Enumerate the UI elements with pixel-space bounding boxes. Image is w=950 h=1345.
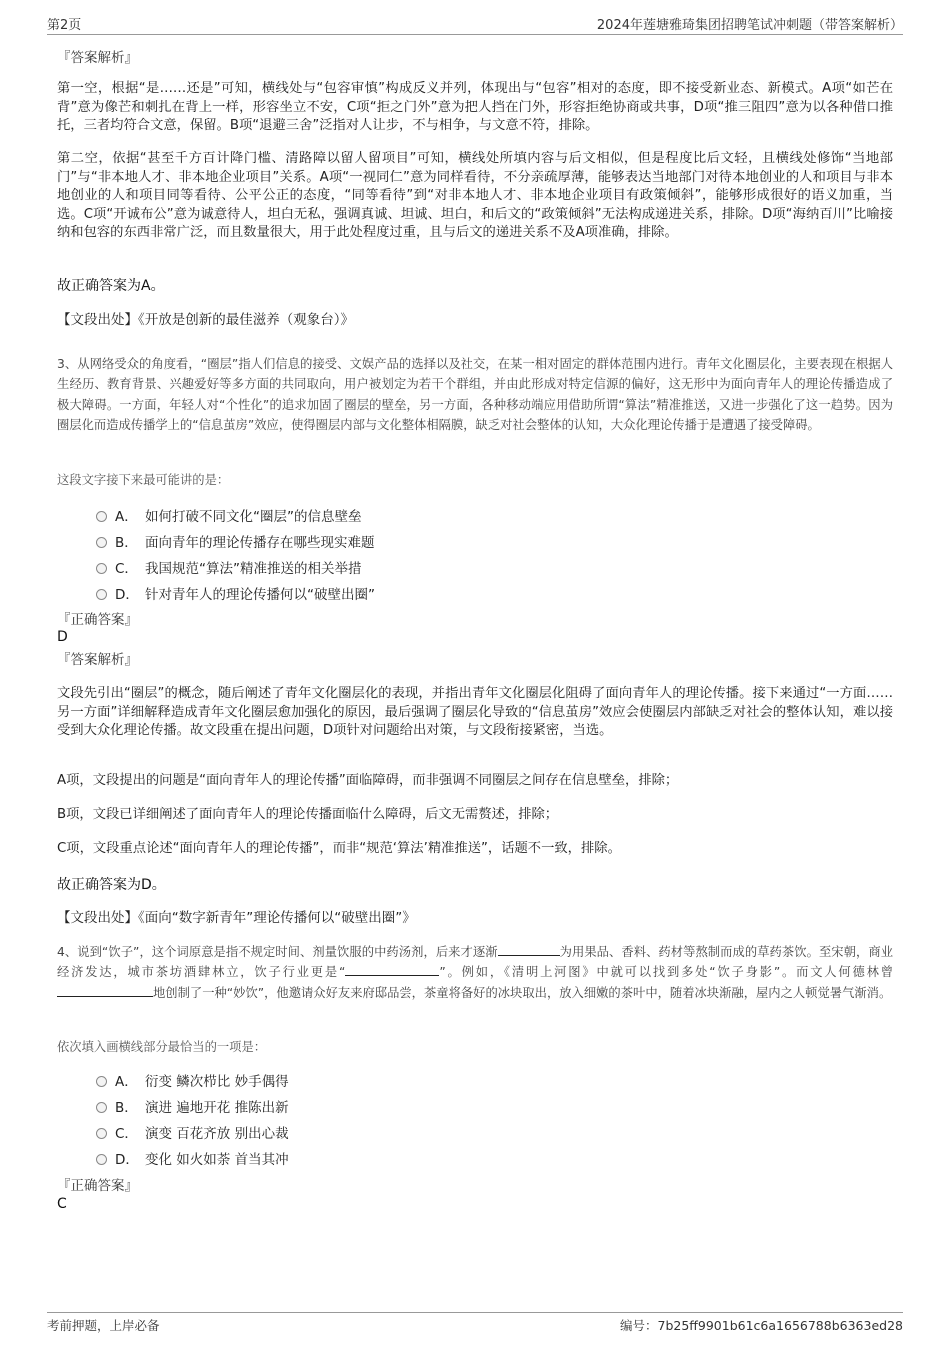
q4-stem-part-3: ”。例如，《清明上河图》中就可以找到多处“饮子身影”。而文人何德林曾 [439,965,893,980]
q3-option-a[interactable] [96,505,362,527]
option-text: 演变 百花齐放 别出心裁 [145,1126,289,1142]
q4-option-b[interactable] [96,1096,289,1118]
option-text: 演进 遍地开花 推陈出新 [145,1100,289,1116]
page-number: 第2页 [47,18,82,33]
option-letter: A． [115,1074,138,1090]
q4-option-a[interactable] [96,1070,289,1092]
q4-correct-label: 『正确答案』 [57,1178,138,1194]
option-text: 我国规范“算法”精准推送的相关举措 [145,561,362,577]
q4-prompt: 依次填入画横线部分最恰当的一项是： [57,1040,267,1054]
q3-note-b: B项，文段已详细阐述了面向青年人的理论传播面临什么障碍，后文无需赘述，排除； [57,807,559,822]
radio-button-icon[interactable] [96,589,107,600]
option-letter: D． [115,587,139,603]
q4-option-d[interactable] [96,1148,289,1170]
footer-slogan: 考前押题，上岸必备 [47,1318,160,1333]
q4-option-c[interactable] [96,1122,289,1144]
option-text: 变化 如火如荼 首当其冲 [145,1152,289,1168]
q4-stem-part-4: 地创制了一种“妙饮”，他邀请众好友来府邸品尝，茶童将备好的冰块取出，放入细嫩的茶叶中，随着冰块渐融，屋内之人顿觉暑气渐消。 [153,985,892,1000]
q3-option-c[interactable] [96,557,362,579]
q2-conclusion: 故正确答案为A。 [57,278,165,294]
page-footer [47,1312,903,1335]
q3-option-d[interactable] [96,583,375,605]
q3-prompt: 这段文字接下来最可能讲的是： [57,473,230,487]
radio-button-icon[interactable] [96,511,107,522]
q3-correct-label: 『正确答案』 [57,612,138,628]
option-letter: C． [115,1126,138,1142]
q2-analysis-label: 『答案解析』 [57,50,138,66]
q4-blank-1 [498,943,560,956]
document-id: 编号：7b25ff9901b61c6a1656788b6363ed28 [620,1318,903,1333]
option-text: 针对青年人的理论传播何以“破壁出圈” [145,587,375,603]
q3-conclusion: 故正确答案为D。 [57,877,166,893]
q3-note-a: A项，文段提出的问题是“面向青年人的理论传播”面临障碍，而非强调不同圈层之间存在信息壁垒，排除； [57,773,679,788]
option-letter: D． [115,1152,139,1168]
radio-button-icon[interactable] [96,1102,107,1113]
q4-correct-answer: C [57,1196,67,1212]
q3-stem: 3、从网络受众的角度看，“圈层”指人们信息的接受、文娱产品的选择以及社交，在某一相对固定的群体范围内进行。青年文化圈层化，主要表现在根据人生经历、教育背景、兴趣爱好等多方面的共同取向，用户被划定为若干个群组，并由此形成对特定信源的偏好，这无形中为面向青年人的理论传播造成了极大障碍。一方面，年轻人对“个性化”的追求加固了圈层的壁垒，另一方面，各种移动端应用借助所谓“算法”精准推送，又进一步强化了这一趋势。因为圈层化而造成传播学上的“信息茧房”效应，使得圈层内部与文化整体相隔膜，缺乏对社会整体的认知，大众化理论传播于是遭遇了接受障碍。 [57,357,893,433]
option-letter: B． [115,535,138,551]
q3-correct-answer: D [57,629,68,645]
option-letter: B． [115,1100,138,1116]
q4-stem-part-2: 为用果品、香料、药材等熬制而成的草药茶饮。至宋朝，商业经济发达，城市茶坊酒肆林立，饮子行业更是“ [57,945,893,980]
q4-stem-part-1: 4、说到“饮子”，这个词原意是指不规定时间、剂量饮服的中药汤剂，后来才逐渐 [57,945,498,959]
radio-button-icon[interactable] [96,563,107,574]
q3-option-b[interactable] [96,531,375,553]
radio-button-icon[interactable] [96,1076,107,1087]
radio-button-icon[interactable] [96,537,107,548]
q4-blank-3 [57,984,153,997]
q3-analysis: 文段先引出“圈层”的概念，随后阐述了青年文化圈层化的表现，并指出青年文化圈层化阻碍了面向青年人的理论传播。接下来通过“一方面……另一方面”详细解释造成青年文化圈层愈加强化的原因，最后强调了圈层化导致的“信息茧房”效应会使圈层内部缺乏对社会的整体认知，难以接受到大众化理论传播。故文段重在提出问题，D项针对问题给出对策，与文段衔接紧密，当选。 [57,686,893,739]
document-title: 2024年莲塘雅琦集团招聘笔试冲刺题（带答案解析） [596,18,903,33]
option-text: 衍变 鳞次栉比 妙手偶得 [145,1074,289,1090]
page-header [47,14,903,35]
option-text: 如何打破不同文化“圈层”的信息壁垒 [145,509,362,525]
q3-note-c: C项，文段重点论述“面向青年人的理论传播”，而非“规范‘算法’精准推送”，话题不一致，排除。 [57,841,621,856]
q2-source: 【文段出处】《开放是创新的最佳滋养（观象台）》 [57,312,354,328]
q3-source: 【文段出处】《面向“数字新青年”理论传播何以“破壁出圈”》 [57,910,416,926]
q2-analysis-para2: 第二空，依据“甚至千方百计降门槛、清路障以留人留项目”可知，横线处所填内容与后文相似，但是程度比后文轻，且横线处修饰“当地部门”与“非本地人才、非本地企业项目”关系。A项“一视同仁”意为同样看待，不分亲疏厚薄，能够表达当地部门对待本地创业的人和项目与非本地创业的人和项目同等看待、公平公正的态度，“同等看待”到“对非本地人才、非本地企业项目有政策倾斜”，能够形成很好的语义加重，当选。C项“开诚布公”意为诚意待人，坦白无私，强调真诚、坦诚、坦白，和后文的“政策倾斜”无法构成递进关系，排除。D项“海纳百川”比喻接纳和包容的东西非常广泛，而且数量很大，用于此处程度过重，且与后文的递进关系不及A项准确，排除。 [57,151,893,241]
option-letter: A． [115,509,138,525]
q4-stem [57,942,893,1003]
radio-button-icon[interactable] [96,1154,107,1165]
radio-button-icon[interactable] [96,1128,107,1139]
q3-analysis-label: 『答案解析』 [57,652,138,668]
q4-blank-2 [345,963,439,976]
option-letter: C． [115,561,138,577]
q2-analysis-para1: 第一空，根据“是……还是”可知，横线处与“包容审慎”构成反义并列，体现出与“包容”相对的态度，即不接受新业态、新模式。A项“如芒在背”意为像芒和刺扎在背上一样，形容坐立不安，C项“拒之门外”意为把人挡在门外，形容拒绝协商或共事，D项“推三阻四”意为以各种借口推托，三者均符合文意，保留。B项“退避三舍”泛指对人让步，不与相争，与文意不符，排除。 [57,81,893,134]
option-text: 面向青年的理论传播存在哪些现实难题 [145,535,375,551]
